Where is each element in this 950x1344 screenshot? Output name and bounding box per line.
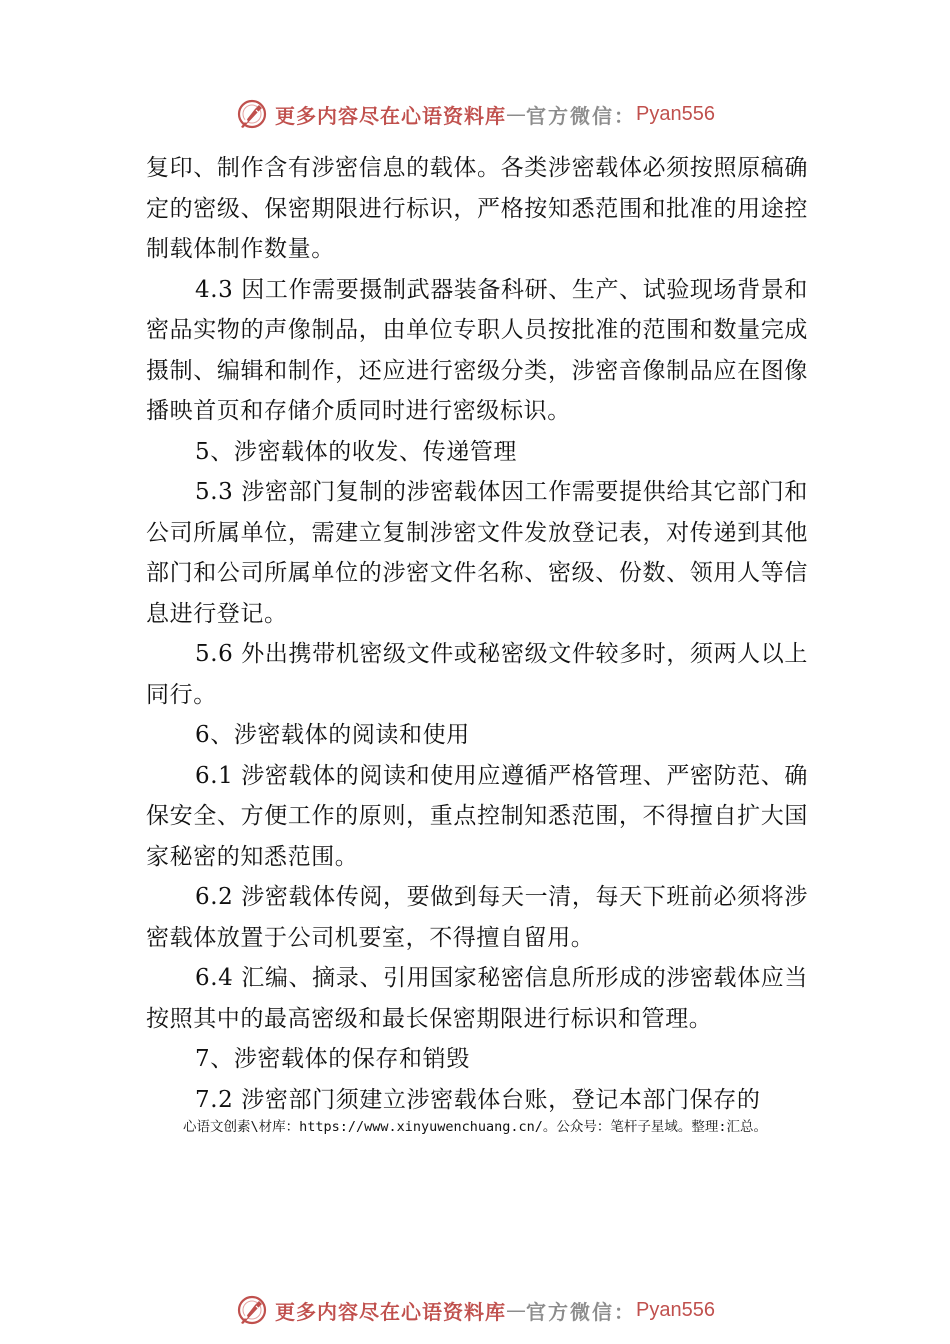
section-heading: 5、涉密载体的收发、传递管理 bbox=[195, 438, 518, 465]
source-footnote: 心语文创素\材库：https://www.xinyuwenchuang.cn/。公众号：笔杆子星域。整理:汇总。 bbox=[182, 1119, 768, 1135]
paragraph: 5.6 外出携带机密级文件或秘密级文件较多时，须两人以上同行。 bbox=[146, 641, 808, 708]
pen-nib-seal-icon bbox=[235, 97, 269, 131]
banner-dash: — bbox=[506, 102, 527, 126]
banner-wechat-id: Pyan556 bbox=[636, 102, 715, 125]
section-heading: 6、涉密载体的阅读和使用 bbox=[195, 722, 470, 748]
banner-wechat-label: 官方微信： bbox=[526, 103, 637, 128]
banner-dash: — bbox=[506, 1298, 527, 1322]
banner-title: 更多内容尽在心语资料库 bbox=[275, 1299, 507, 1324]
paragraph: 5.3 涉密部门复制的涉密载体因工作需要提供给其它部门和公司所属单位，需建立复制涉密文件发放登记表，对传递到其他部门和公司所属单位的涉密文件名称、密级、份数、领用人等信息进行登记。 bbox=[146, 479, 808, 627]
document-body bbox=[146, 148, 808, 1120]
banner-wechat-label: 官方微信： bbox=[526, 1299, 637, 1324]
banner-wechat-id: Pyan556 bbox=[636, 1298, 715, 1321]
paragraph: 复印、制作含有涉密信息的载体。各类涉密载体必须按照原稿确定的密级、保密期限进行标识，严格按知悉范围和批准的用途控制载体制作数量。 bbox=[146, 155, 808, 262]
paragraph: 4.3 因工作需要摄制武器装备科研、生产、试验现场背景和密品实物的声像制品，由单位专职人员按批准的范围和数量完成摄制、编辑和制作，还应进行密级分类，涉密音像制品应在图像播映首页和存储介质同时进行密级标识。 bbox=[146, 276, 808, 424]
paragraph: 7.2 涉密部门须建立涉密载体台账，登记本部门保存的 bbox=[195, 1086, 761, 1113]
pen-nib-seal-icon bbox=[235, 1293, 269, 1327]
paragraph: 6.1 涉密载体的阅读和使用应遵循严格管理、严密防范、确保安全、方便工作的原则，重点控制知悉范围，不得擅自扩大国家秘密的知悉范围。 bbox=[146, 762, 808, 870]
paragraph: 6.4 汇编、摘录、引用国家秘密信息所形成的涉密载体应当按照其中的最高密级和最长保密期限进行标识和管理。 bbox=[146, 965, 808, 1032]
section-heading: 7、涉密载体的保存和销毁 bbox=[195, 1046, 470, 1072]
header-banner bbox=[0, 94, 950, 134]
footer-banner bbox=[0, 1290, 950, 1330]
banner-title: 更多内容尽在心语资料库 bbox=[275, 103, 507, 128]
paragraph: 6.2 涉密载体传阅，要做到每天一清，每天下班前必须将涉密载体放置于公司机要室，不得擅自留用。 bbox=[146, 884, 808, 951]
